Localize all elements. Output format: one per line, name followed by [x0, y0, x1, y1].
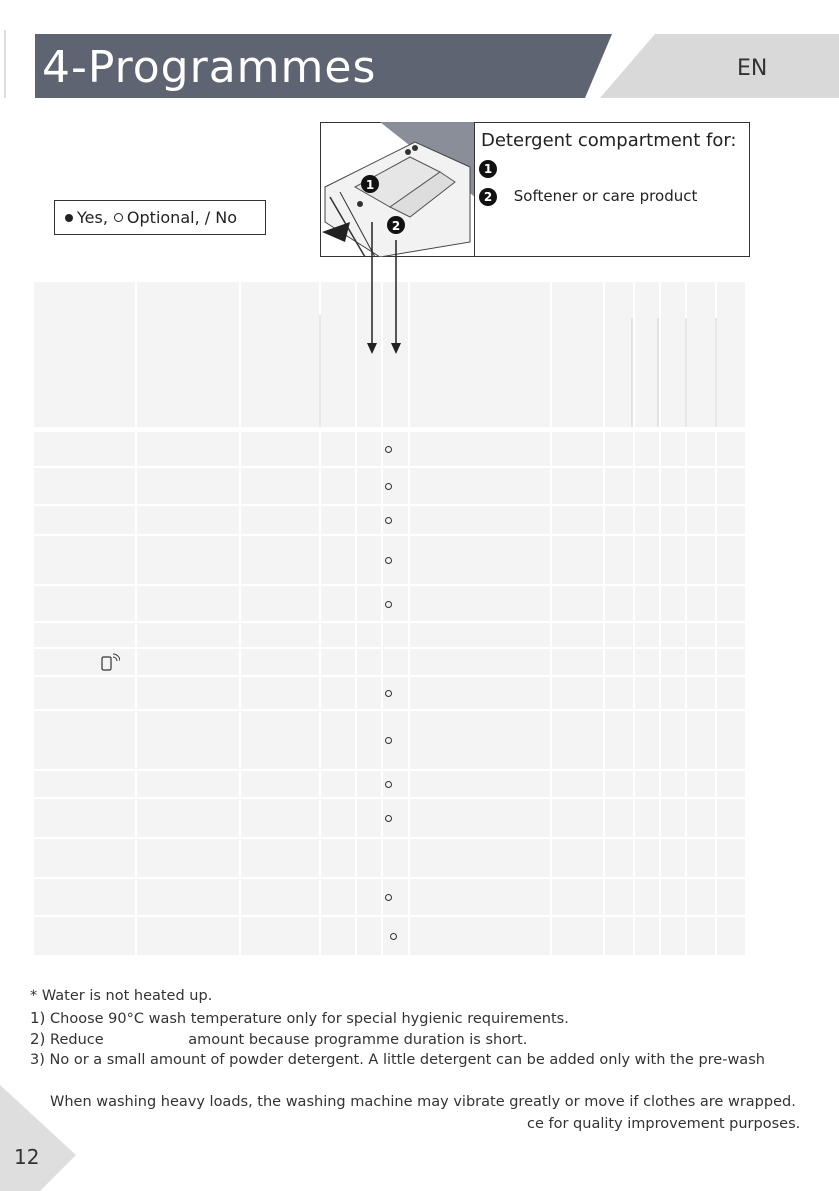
- table-cell: [241, 649, 319, 675]
- table-cell: [241, 917, 319, 955]
- table-cell: [410, 879, 550, 915]
- table-cell: [635, 879, 659, 915]
- table-cell: [605, 839, 633, 877]
- table-cell: [34, 623, 135, 647]
- optional-ring-icon: [385, 737, 395, 747]
- table-header-cell: [241, 282, 319, 427]
- table-cell: [357, 711, 381, 769]
- table-cell: [241, 536, 319, 584]
- table-cell: [137, 586, 239, 621]
- table-cell: [34, 677, 135, 709]
- table-cell: [552, 917, 603, 955]
- table-cell: [717, 677, 745, 709]
- table-header-cell: [635, 282, 659, 427]
- table-header-cell: [357, 282, 381, 427]
- table-cell: [687, 917, 715, 955]
- table-cell: [137, 649, 239, 675]
- table-header-cell: [717, 282, 745, 427]
- legend-optional: Optional,: [126, 208, 200, 227]
- table-cell: [410, 649, 550, 675]
- table-header-cell: [34, 282, 135, 427]
- table-cell: [687, 586, 715, 621]
- table-cell: [605, 649, 633, 675]
- table-cell: [241, 839, 319, 877]
- table-cell: [241, 586, 319, 621]
- table-cell: [321, 677, 355, 709]
- table-cell: [605, 432, 633, 466]
- table-cell: [717, 799, 745, 837]
- footnote-2-reduce: Reduce: [50, 1032, 104, 1048]
- quality-note: ce for quality improvement purposes.: [527, 1116, 801, 1132]
- table-cell: [321, 468, 355, 504]
- table-cell: [410, 623, 550, 647]
- table-cell: [410, 468, 550, 504]
- compartment-2-label: Softener or care product: [513, 187, 698, 205]
- table-cell: [552, 506, 603, 534]
- table-cell: [34, 879, 135, 915]
- table-cell: [410, 839, 550, 877]
- table-cell: [357, 879, 381, 915]
- footnote-1: [30, 1008, 569, 1029]
- page-title: 4-Programmes: [42, 42, 377, 93]
- table-cell: [137, 536, 239, 584]
- table-cell: [241, 623, 319, 647]
- footnote-2-text: amount because programme duration is short.: [188, 1032, 528, 1048]
- table-cell: [383, 623, 408, 647]
- optional-ring-icon: [385, 894, 395, 904]
- table-cell: [241, 506, 319, 534]
- table-cell: [34, 917, 135, 955]
- table-cell: [605, 677, 633, 709]
- table-cell: [635, 586, 659, 621]
- table-cell: [661, 677, 685, 709]
- table-grid: [34, 282, 745, 955]
- table-cell: [137, 677, 239, 709]
- table-cell: [635, 506, 659, 534]
- table-cell: [321, 506, 355, 534]
- table-cell: [321, 839, 355, 877]
- table-cell: [635, 917, 659, 955]
- optional-ring-icon: [385, 446, 395, 456]
- table-cell: [137, 879, 239, 915]
- table-cell: [137, 771, 239, 797]
- table-cell: [321, 799, 355, 837]
- table-cell: [552, 586, 603, 621]
- table-cell: [357, 771, 381, 797]
- table-cell: [321, 432, 355, 466]
- optional-ring-icon: [385, 815, 395, 825]
- optional-ring-icon: [385, 690, 395, 700]
- table-cell: [383, 649, 408, 675]
- table-cell: [410, 711, 550, 769]
- table-cell: [241, 468, 319, 504]
- table-cell: [357, 917, 381, 955]
- table-cell: [661, 506, 685, 534]
- table-cell: [552, 879, 603, 915]
- table-cell: [661, 468, 685, 504]
- table-cell: [321, 536, 355, 584]
- table-header-cell: [605, 282, 633, 427]
- table-cell: [687, 432, 715, 466]
- table-cell: [357, 649, 381, 675]
- table-cell: [635, 432, 659, 466]
- phone-wifi-icon: [100, 652, 120, 672]
- table-cell: [552, 432, 603, 466]
- table-cell: [635, 468, 659, 504]
- page-number: 12: [14, 1145, 40, 1169]
- table-cell: [321, 711, 355, 769]
- table-cell: [137, 711, 239, 769]
- table-cell: [137, 799, 239, 837]
- table-cell: [635, 536, 659, 584]
- table-cell: [661, 771, 685, 797]
- table-cell: [552, 771, 603, 797]
- table-cell: [661, 649, 685, 675]
- table-cell: [137, 468, 239, 504]
- table-cell: [410, 586, 550, 621]
- table-cell: [241, 432, 319, 466]
- table-cell: [137, 432, 239, 466]
- table-cell: [687, 677, 715, 709]
- table-cell: [635, 839, 659, 877]
- table-cell: [605, 917, 633, 955]
- table-cell: [241, 771, 319, 797]
- table-cell: [552, 711, 603, 769]
- table-cell: [34, 771, 135, 797]
- number-badge-1: 1: [479, 160, 497, 178]
- table-cell: [357, 799, 381, 837]
- table-cell: [552, 649, 603, 675]
- table-cell: [357, 623, 381, 647]
- table-cell: [717, 536, 745, 584]
- table-cell: [661, 623, 685, 647]
- table-cell: [661, 432, 685, 466]
- table-cell: [410, 506, 550, 534]
- table-cell: [605, 879, 633, 915]
- optional-ring-icon: [385, 781, 395, 791]
- table-cell: [605, 771, 633, 797]
- legend-yes: Yes,: [77, 208, 108, 227]
- table-cell: [34, 506, 135, 534]
- table-cell: [687, 771, 715, 797]
- heavy-load-note: When washing heavy loads, the washing machine may vibrate greatly or move if clothes are wrapped.: [50, 1094, 796, 1110]
- table-cell: [635, 649, 659, 675]
- language-label: EN: [737, 56, 768, 81]
- detergent-title: Detergent compartment for:: [481, 130, 737, 151]
- page-corner: [0, 1085, 80, 1191]
- table-header-cell: [410, 282, 550, 427]
- table-cell: [687, 623, 715, 647]
- table-cell: [241, 799, 319, 837]
- table-cell: [552, 468, 603, 504]
- table-cell: [410, 432, 550, 466]
- table-cell: [321, 917, 355, 955]
- table-cell: [717, 506, 745, 534]
- table-cell: [661, 799, 685, 837]
- table-cell: [321, 649, 355, 675]
- table-cell: [137, 839, 239, 877]
- table-cell: [410, 917, 550, 955]
- number-badge-2: 2: [479, 188, 497, 206]
- table-cell: [687, 506, 715, 534]
- table-cell: [717, 839, 745, 877]
- table-cell: [410, 536, 550, 584]
- table-cell: [605, 623, 633, 647]
- optional-ring-icon: [385, 557, 395, 567]
- table-cell: [552, 677, 603, 709]
- table-cell: [357, 536, 381, 584]
- footnote-1-text: Choose 90°C wash temperature only for special hygienic requirements.: [50, 1011, 569, 1027]
- table-cell: [357, 839, 381, 877]
- table-cell: [717, 468, 745, 504]
- table-cell: [605, 711, 633, 769]
- table-cell: [661, 586, 685, 621]
- table-cell: [717, 649, 745, 675]
- table-cell: [321, 623, 355, 647]
- table-cell: [635, 623, 659, 647]
- table-cell: [321, 879, 355, 915]
- table-cell: [357, 506, 381, 534]
- table-cell: [357, 468, 381, 504]
- table-cell: [661, 711, 685, 769]
- table-header-cell: [661, 282, 685, 427]
- table-cell: [357, 586, 381, 621]
- table-cell: [321, 586, 355, 621]
- footnote-star: * Water is not heated up.: [30, 988, 213, 1004]
- table-cell: [687, 468, 715, 504]
- table-cell: [383, 839, 408, 877]
- optional-ring-icon: [385, 601, 395, 611]
- table-cell: [687, 799, 715, 837]
- table-cell: [687, 839, 715, 877]
- table-cell: [34, 468, 135, 504]
- table-cell: [661, 839, 685, 877]
- table-cell: [717, 586, 745, 621]
- table-cell: [552, 839, 603, 877]
- svg-text:2: 2: [391, 219, 401, 233]
- optional-ring-icon: [385, 517, 395, 527]
- table-cell: [137, 506, 239, 534]
- table-cell: [605, 506, 633, 534]
- table-cell: [241, 711, 319, 769]
- table-cell: [661, 917, 685, 955]
- table-cell: [137, 917, 239, 955]
- table-cell: [552, 799, 603, 837]
- table-cell: [605, 468, 633, 504]
- optional-ring-icon: [385, 483, 395, 493]
- table-cell: [137, 623, 239, 647]
- table-cell: [717, 623, 745, 647]
- table-cell: [717, 771, 745, 797]
- table-cell: [357, 677, 381, 709]
- footnote-1-number: 1): [30, 1009, 46, 1027]
- table-cell: [687, 649, 715, 675]
- table-cell: [552, 623, 603, 647]
- table-cell: [717, 879, 745, 915]
- table-cell: [34, 799, 135, 837]
- table-cell: [717, 711, 745, 769]
- table-cell: [34, 586, 135, 621]
- table-header-cell: [321, 282, 355, 427]
- table-cell: [717, 432, 745, 466]
- footnote-2: [30, 1029, 527, 1050]
- table-cell: [321, 771, 355, 797]
- table-cell: [635, 711, 659, 769]
- table-cell: [605, 799, 633, 837]
- table-cell: [410, 799, 550, 837]
- svg-text:1: 1: [365, 178, 375, 192]
- table-cell: [605, 536, 633, 584]
- table-cell: [661, 879, 685, 915]
- table-cell: [687, 536, 715, 584]
- table-cell: [34, 432, 135, 466]
- table-cell: [34, 711, 135, 769]
- table-cell: [687, 879, 715, 915]
- table-header-cell: [552, 282, 603, 427]
- table-cell: [552, 536, 603, 584]
- table-cell: [410, 771, 550, 797]
- footnote-2-number: 2): [30, 1030, 46, 1048]
- table-cell: [241, 879, 319, 915]
- table-cell: [687, 711, 715, 769]
- footnote-3: 3) No or a small amount of powder detergent. A little detergent can be added only with the pre-wash: [30, 1052, 765, 1068]
- table-cell: [605, 586, 633, 621]
- table-header-cell: [137, 282, 239, 427]
- table-cell: [357, 432, 381, 466]
- table-cell: [635, 677, 659, 709]
- table-cell: [34, 839, 135, 877]
- table-cell: [241, 677, 319, 709]
- legend-no: / No: [204, 208, 237, 227]
- table-cell: [661, 536, 685, 584]
- table-cell: [34, 536, 135, 584]
- optional-ring-icon: [390, 933, 400, 943]
- table-cell: [635, 799, 659, 837]
- table-cell: [717, 917, 745, 955]
- table-header-cell: [687, 282, 715, 427]
- table-cell: [410, 677, 550, 709]
- table-cell: [635, 771, 659, 797]
